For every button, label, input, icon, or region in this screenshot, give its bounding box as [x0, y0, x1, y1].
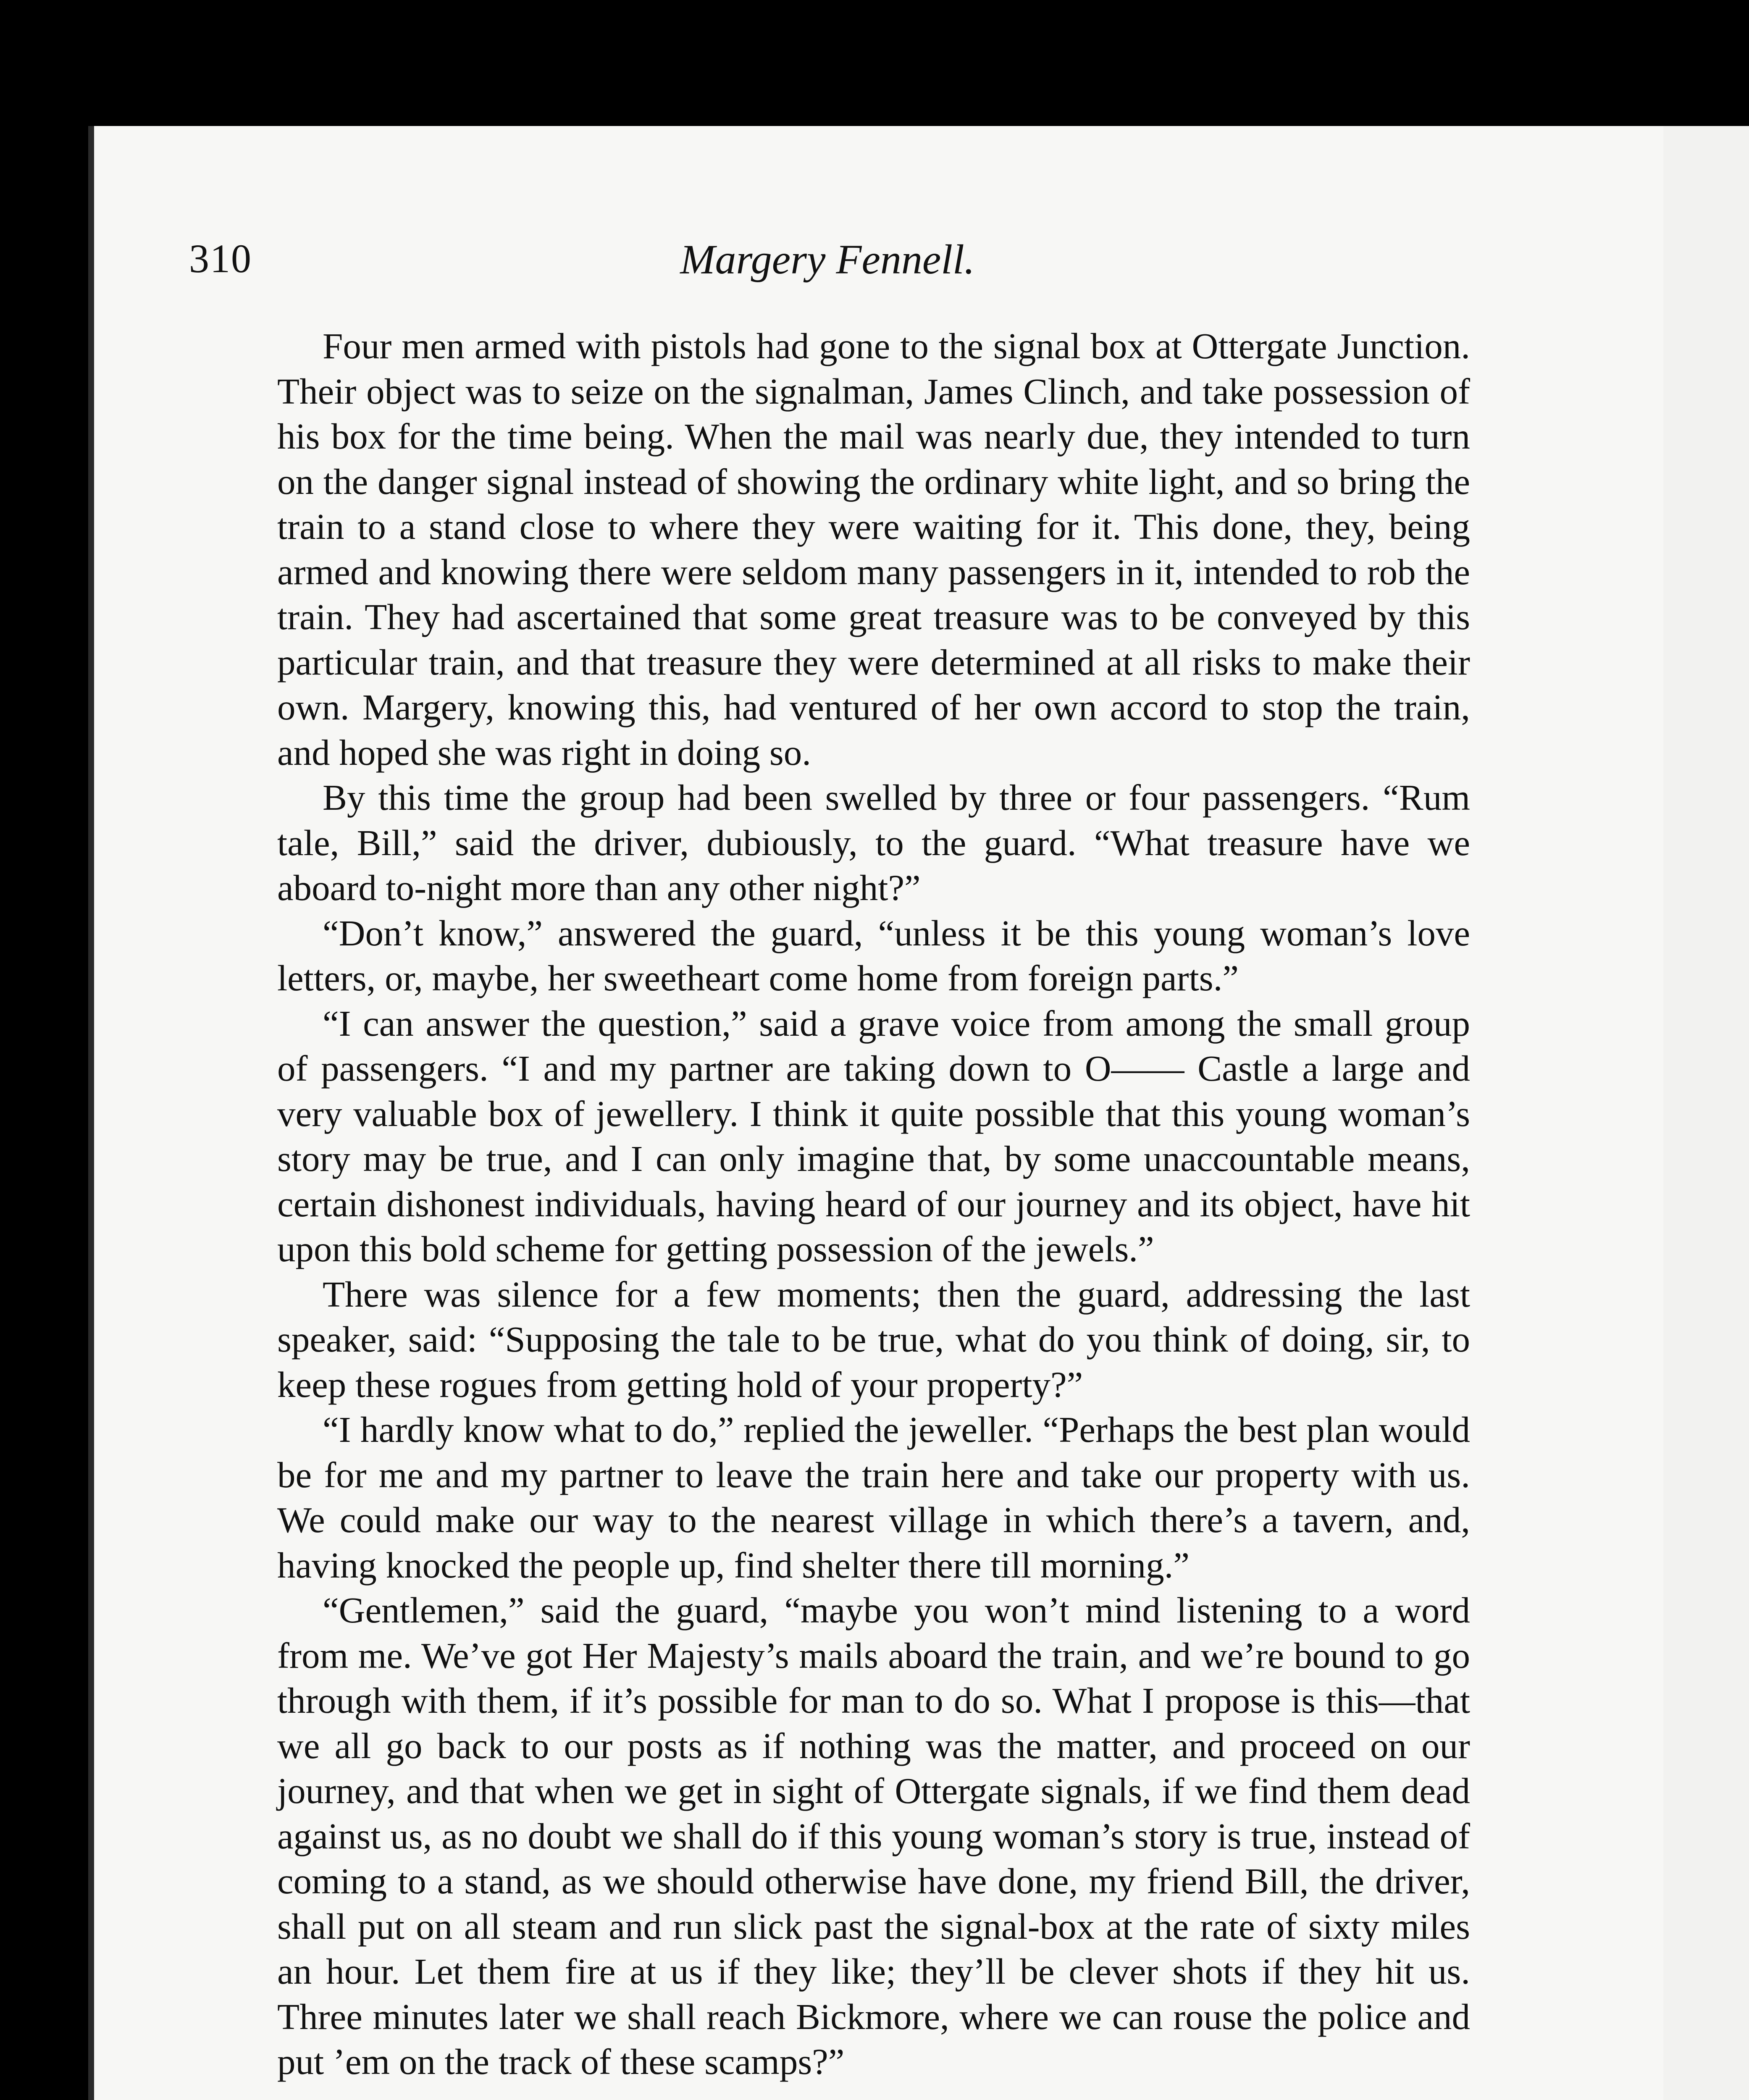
paragraph: “I hardly know what to do,” replied the jeweller. “Perhaps the best plan would be for me and my partner to leave the train here and take our property with us. We could make our way to the nearest village in which there’s a tavern, and, having knocked the people up, find shelter there till morning.”: [277, 1409, 1470, 1586]
running-title: Margery Fennell.: [680, 236, 975, 283]
body-text: [277, 323, 1470, 2084]
paragraph: “Don’t know,” answered the guard, “unless it be this young woman’s love letters, or, maybe, her sweetheart come home from foreign parts.”: [277, 912, 1470, 998]
page-number: 310: [189, 236, 252, 281]
paragraph: “I can answer the question,” said a grave voice from among the small group of passengers. “I and my partner are taking down to O—— Castle a large and very valuable box of jewellery. I think it quite possible that this young woman’s story may be true, and I can only imagine that, by some unaccountable means, certain dishonest individuals, having heard of our journey and its object, have hit upon this bold scheme for getting possession of the jewels.”: [277, 1003, 1470, 1269]
paragraph: Four men armed with pistols had gone to the signal box at Ottergate Junction. Their object was to seize on the signalman, James Clinch, and take possession of his box for the time being. When the mail was nearly due, they intended to turn on the danger signal instead of showing the ordinary white light, and so bring the train to a stand close to where they were waiting for it. This done, they, being armed and knowing there were seldom many passengers in it, intended to rob the train. They had ascertained that some great treasure was to be conveyed by this particular train, and that treasure they were determined at all risks to make their own. Margery, knowing this, had ventured of her own accord to stop the train, and hoped she was right in doing so.: [277, 326, 1470, 773]
paragraph: “Gentlemen,” said the guard, “maybe you won’t mind listening to a word from me. We’ve got Her Majesty’s mails aboard the train, and we’re bound to go through with them, if it’s possible for man to do so. What I propose is this—that we all go back to our posts as if nothing was the matter, and proceed on our journey, and that when we get in sight of Ottergate signals, if we find them dead against us, as no doubt we shall do if this young woman’s story is true, instead of coming to a stand, as we should otherwise have done, my friend Bill, the driver, shall put on all steam and run slick past the signal-box at the rate of sixty miles an hour. Let them fire at us if they like; they’ll be clever shots if they hit us. Three minutes later we shall reach Bickmore, where we can rouse the police and put ’em on the track of these scamps?”: [277, 1590, 1470, 2082]
page-header: [189, 235, 1466, 290]
paragraph: There was silence for a few moments; then the guard, addressing the last speaker, said: “Supposing the tale to be true, what do you think of doing, sir, to keep these rogues from getting hold of your property?”: [277, 1273, 1470, 1405]
paragraph: By this time the group had been swelled by three or four passengers. “Rum tale, Bill,” said the driver, dubiously, to the guard. “What treasure have we aboard to-night more than any other night?”: [277, 777, 1470, 908]
